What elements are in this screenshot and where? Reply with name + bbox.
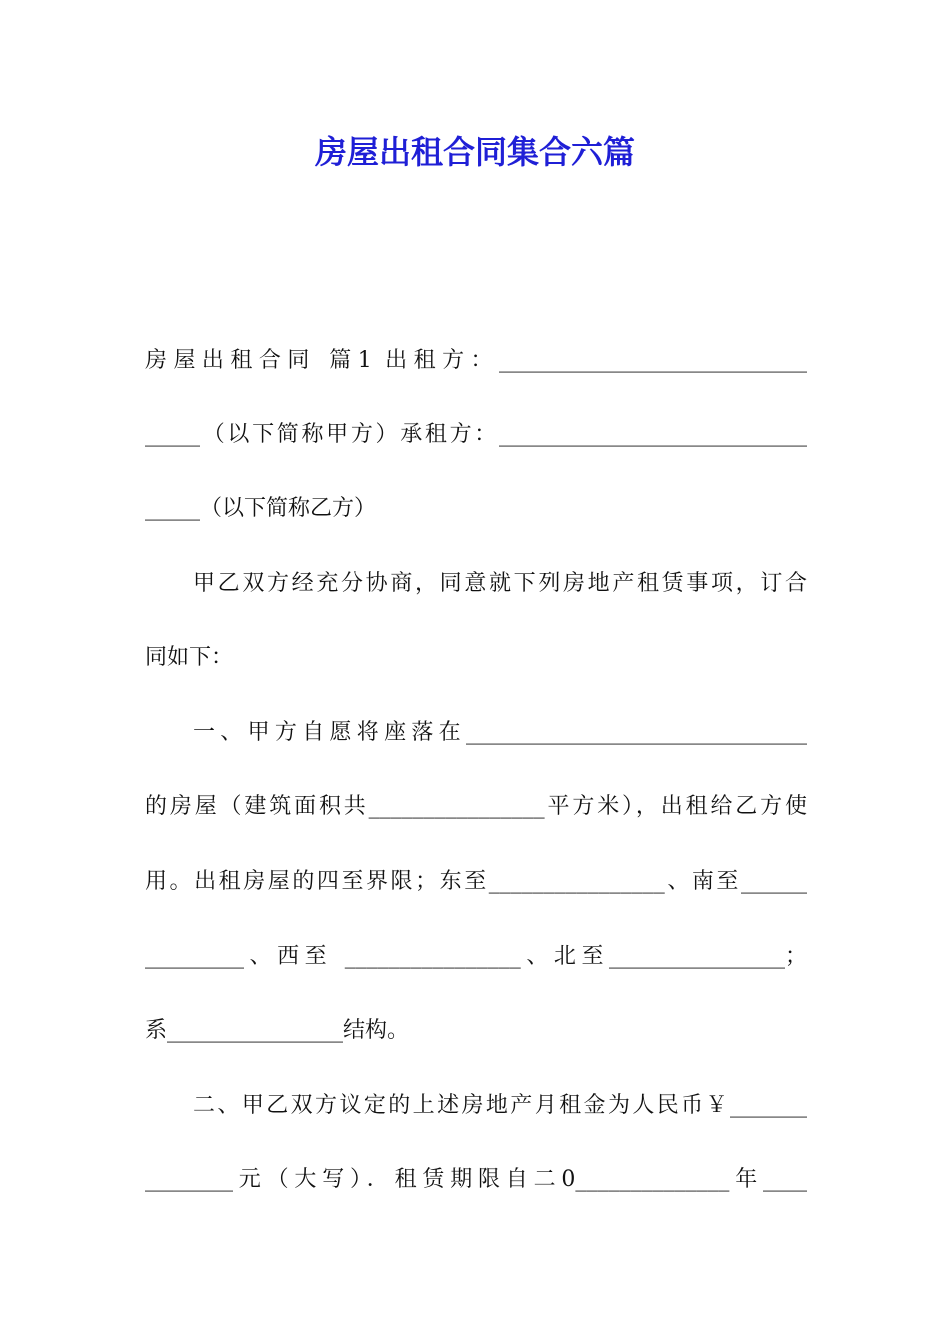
contract-heading-line: 房屋出租合同 篇1 出租方：____________________________: [145, 348, 807, 373]
contract-preamble-end-line: 同如下：: [145, 645, 234, 670]
contract-party-b-line: _____（以下简称乙方）: [145, 496, 377, 521]
clause-one-line-4: _________、西至 ________________、北至________________；: [145, 944, 807, 969]
clause-one-line-3: 用。出租房屋的四至界限；东至________________、南至______: [145, 869, 807, 894]
clause-two-line-2: ________元（大写）．租赁期限自二0______________年____: [145, 1167, 807, 1192]
clause-one-line-5: 系________________结构。: [145, 1018, 410, 1043]
clause-one-line-2: 的房屋（建筑面积共________________平方米），出租给乙方使: [145, 794, 807, 819]
clause-two-line-1: 二、甲乙双方议定的上述房地产月租金为人民币￥_______: [193, 1093, 807, 1118]
document-title: 房屋出租合同集合六篇: [314, 133, 635, 171]
clause-one-line-1: 一、甲方自愿将座落在_______________________________: [193, 720, 807, 745]
contract-party-a-line: _____（以下简称甲方）承租方：____________________________: [145, 422, 807, 447]
contract-preamble-line: 甲乙双方经充分协商，同意就下列房地产租赁事项，订合: [193, 571, 807, 596]
